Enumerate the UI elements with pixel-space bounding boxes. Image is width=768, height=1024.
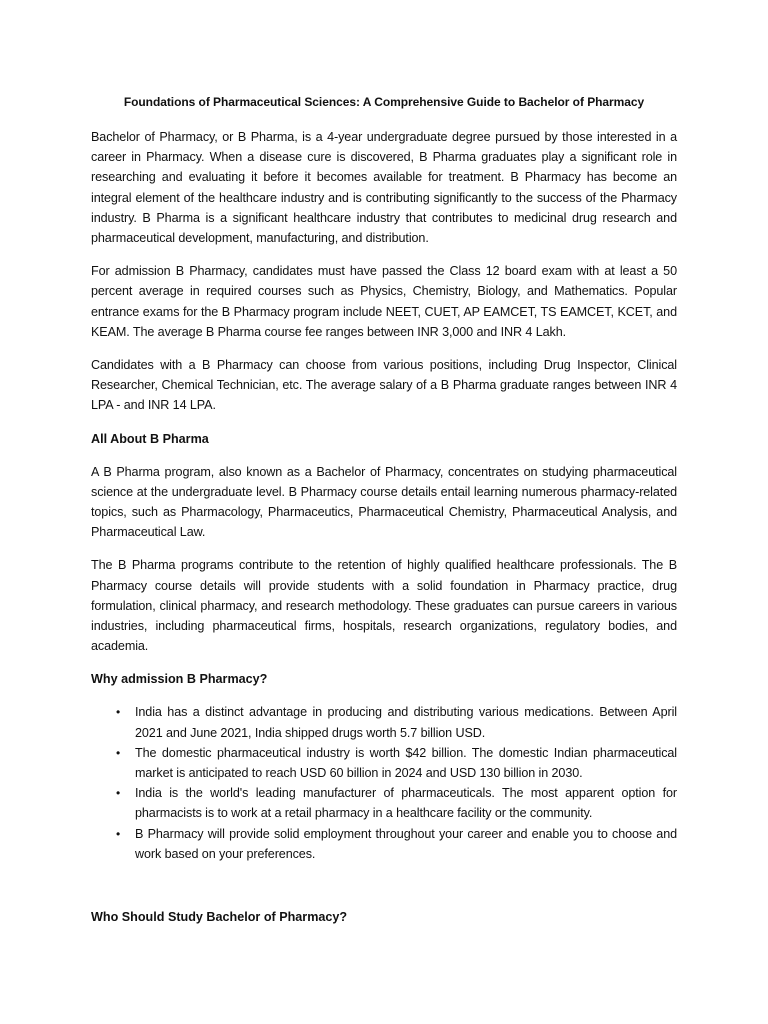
bullet-text: India has a distinct advantage in producing and distributing various medications. Between April 2021 and June 2021, India shipped drugs worth 5.7 billion USD.	[135, 705, 677, 740]
intro-paragraph-1: Bachelor of Pharmacy, or B Pharma, is a 4-year undergraduate degree pursued by those interested in a career in Pharmacy. When a disease cure is discovered, B Pharma graduates play a significant role in researching and evaluating it before it becomes available for treatment. B Pharmacy has become an integral element of the healthcare industry and is contributing significantly to the success of the Pharmacy industry. B Pharma is a significant healthcare industry that contributes to medicinal drug research and pharmaceutical development, manufacturing, and distribution.	[91, 130, 677, 246]
list-item	[116, 824, 677, 864]
heading-who-should-study: Who Should Study Bachelor of Pharmacy?	[91, 910, 348, 925]
about-paragraph-1: A B Pharma program, also known as a Bachelor of Pharmacy, concentrates on studying pharmaceutical science at the undergraduate level. B Pharmacy course details entail learning numerous pharmacy-related topics, such as Pharmacology, Pharmaceutics, Pharmaceutical Chemistry, Pharmaceutical Analysis, and Pharmaceutical Law.	[91, 464, 677, 540]
list-item	[116, 702, 677, 742]
heading-all-about: All About B Pharma	[91, 431, 209, 446]
list-item	[116, 783, 677, 823]
about-paragraph-2: The B Pharma programs contribute to the retention of highly qualified healthcare professionals. The B Pharmacy course details will provide students with a solid foundation in Pharmacy practice, drug formulation, clinical pharmacy, and research methodology. These graduates can pursue careers in various industries, including pharmaceutical firms, hospitals, research organizations, regulatory bodies, and academia.	[91, 558, 677, 654]
heading-why-admission: Why admission B Pharmacy?	[91, 672, 268, 687]
bullet-icon: •	[116, 705, 121, 720]
bullet-text: The domestic pharmaceutical industry is worth $42 billion. The domestic Indian pharmaceutical market is anticipated to reach USD 60 billion in 2024 and USD 130 billion in 2030.	[135, 745, 677, 781]
why-bullet-list	[91, 702, 677, 864]
list-item	[116, 743, 677, 783]
bullet-icon: •	[116, 786, 121, 801]
bullet-icon: •	[116, 826, 121, 841]
bullet-text: India is the world's leading manufacturer of pharmaceuticals. The most apparent option for pharmacists is to work at a retail pharmacy in a healthcare facility or the community.	[135, 786, 677, 821]
document-title: Foundations of Pharmaceutical Sciences: A Comprehensive Guide to Bachelor of Pharmacy	[123, 95, 645, 109]
intro-paragraph-3: Candidates with a B Pharmacy can choose from various positions, including Drug Inspector, Clinical Researcher, Chemical Technician, etc. The average salary of a B Pharma graduate ranges between INR 4 LPA - and INR 14 LPA.	[91, 358, 677, 413]
bullet-icon: •	[116, 745, 121, 760]
intro-paragraph-2: For admission B Pharmacy, candidates must have passed the Class 12 board exam with at least a 50 percent average in required courses such as Physics, Chemistry, Biology, and Mathematics. Popular entrance exams for the B Pharmacy program include NEET, CUET, AP EAMCET, TS EAMCET, KCET, and KEAM. The average B Pharma course fee ranges between INR 3,000 and INR 4 Lakh.	[91, 264, 677, 339]
bullet-text: B Pharmacy will provide solid employment throughout your career and enable you to choose and work based on your preferences.	[135, 826, 677, 861]
